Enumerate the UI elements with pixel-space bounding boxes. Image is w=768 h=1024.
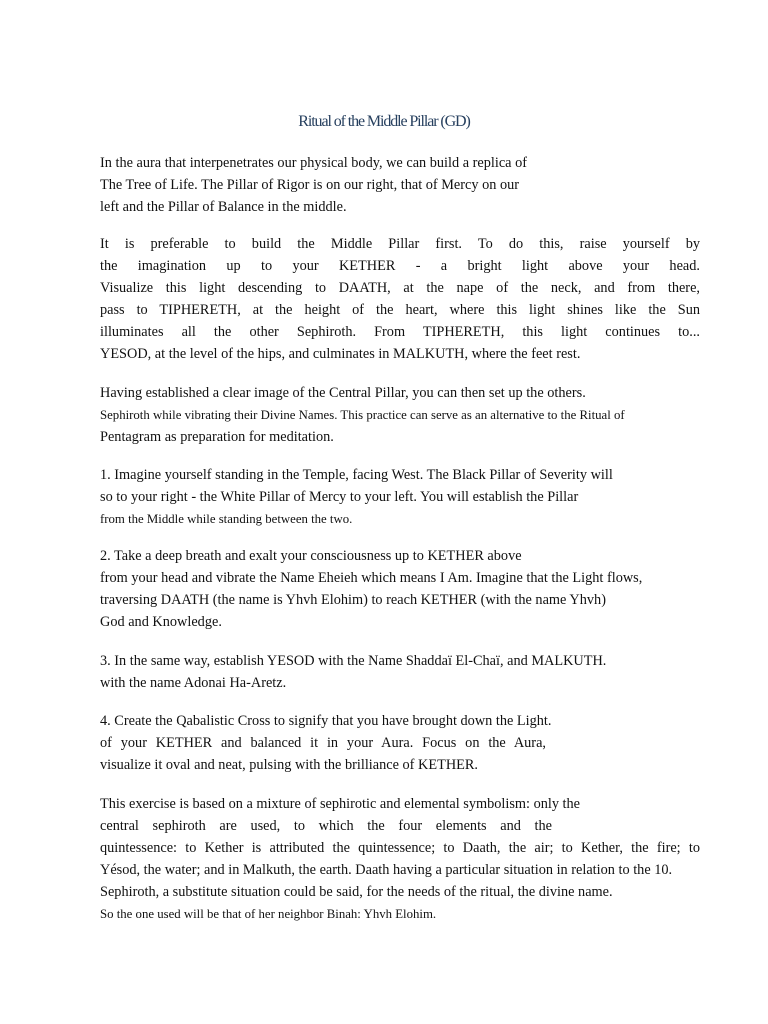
text-line: 3. In the same way, establish YESOD with the Name Shaddaï El-Chaï, and MALKUTH.: [100, 653, 607, 669]
text-line: with the name Adonai Ha-Aretz.: [100, 675, 287, 691]
paragraph-5: [100, 545, 700, 633]
text-line: pass to TIPHERETH, at the height of the heart, where this light shines like the Sun: [100, 302, 700, 318]
paragraph-8: [100, 793, 700, 925]
paragraph-4: [100, 464, 700, 530]
paragraph-3: [100, 382, 700, 448]
text-line: quintessence: to Kether is attributed the quintessence; to Daath, the air; to Kether, the fire; to: [100, 840, 700, 856]
text-line: It is preferable to build the Middle Pillar first. To do this, raise yourself by: [100, 236, 700, 252]
text-line: 2. Take a deep breath and exalt your consciousness up to KETHER above: [100, 548, 522, 564]
text-line: from your head and vibrate the Name Eheieh which means I Am. Imagine that the Light flows,: [100, 570, 643, 586]
text-line: left and the Pillar of Balance in the middle.: [100, 199, 347, 215]
text-line: visualize it oval and neat, pulsing with the brilliance of KETHER.: [100, 757, 478, 773]
paragraph-1: [100, 152, 700, 218]
paragraph-7: [100, 710, 700, 776]
text-line: 1. Imagine yourself standing in the Temple, facing West. The Black Pillar of Severity will: [100, 467, 613, 483]
paragraph-6: [100, 650, 700, 694]
text-line: So the one used will be that of her neighbor Binah: Yhvh Elohim.: [100, 907, 437, 921]
text-line: from the Middle while standing between the two.: [100, 512, 353, 526]
text-line: of your KETHER and balanced it in your Aura. Focus on the Aura,: [100, 735, 546, 751]
text-line: This exercise is based on a mixture of sephirotic and elemental symbolism: only the: [100, 796, 581, 812]
text-line: God and Knowledge.: [100, 614, 222, 630]
text-line: Yésod, the water; and in Malkuth, the earth. Daath having a particular situation in relation to the 10.: [100, 862, 673, 878]
text-line: The Tree of Life. The Pillar of Rigor is on our right, that of Mercy on our: [100, 177, 520, 193]
text-line: YESOD, at the level of the hips, and culminates in MALKUTH, where the feet rest.: [100, 346, 581, 362]
text-line: central sephiroth are used, to which the four elements and the: [100, 818, 552, 834]
page-title: Ritual of the Middle Pillar (GD): [298, 113, 470, 130]
text-line: Having established a clear image of the Central Pillar, you can then set up the others.: [100, 385, 586, 401]
text-line: Visualize this light descending to DAATH, at the nape of the neck, and from there,: [100, 280, 700, 296]
text-line: Pentagram as preparation for meditation.: [100, 429, 334, 445]
paragraph-2: [100, 233, 700, 365]
text-line: Sephiroth while vibrating their Divine Names. This practice can serve as an alternative to the Ritual of: [100, 408, 625, 422]
text-line: 4. Create the Qabalistic Cross to signify that you have brought down the Light.: [100, 713, 552, 729]
text-line: Sephiroth, a substitute situation could be said, for the needs of the ritual, the divine name.: [100, 884, 613, 900]
text-line: the imagination up to your KETHER - a bright light above your head.: [100, 258, 700, 274]
text-line: In the aura that interpenetrates our physical body, we can build a replica of: [100, 155, 528, 171]
text-line: illuminates all the other Sephiroth. From TIPHERETH, this light continues to...: [100, 324, 700, 340]
text-line: so to your right - the White Pillar of Mercy to your left. You will establish the Pillar: [100, 489, 579, 505]
text-line: traversing DAATH (the name is Yhvh Elohim) to reach KETHER (with the name Yhvh): [100, 592, 606, 608]
